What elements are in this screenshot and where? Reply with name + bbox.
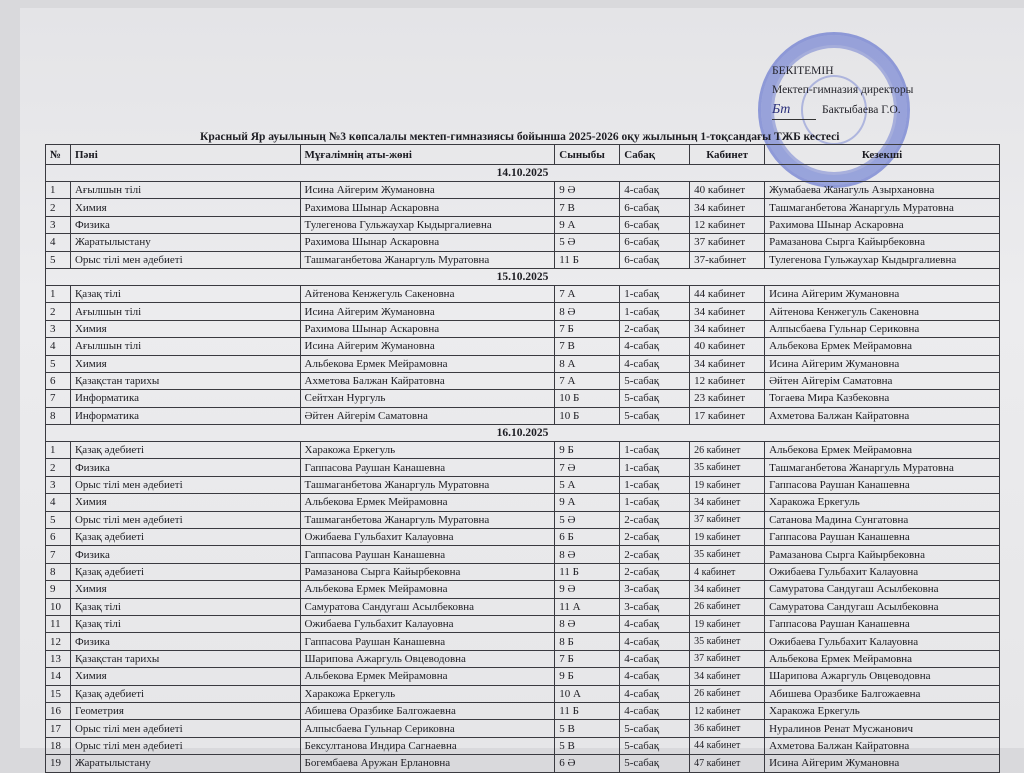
cell-class: 6 Б	[555, 529, 620, 546]
cell-lesson: 1-сабақ	[620, 494, 690, 511]
cell-teacher: Исина Айгерим Жумановна	[300, 338, 555, 355]
cell-number: 13	[46, 650, 71, 667]
cell-subject: Информатика	[70, 407, 300, 424]
cell-room: 40 кабинет	[690, 338, 765, 355]
cell-class: 5 А	[555, 476, 620, 493]
cell-room: 44 кабинет	[690, 737, 765, 754]
cell-duty: Самуратова Сандугаш Асылбековна	[765, 598, 1000, 615]
cell-class: 11 Б	[555, 563, 620, 580]
cell-lesson: 6-сабақ	[620, 251, 690, 268]
table-row	[46, 459, 1000, 476]
cell-room: 19 кабинет	[690, 476, 765, 493]
cell-duty: Тогаева Мира Казбековна	[765, 390, 1000, 407]
cell-duty: Ахметова Балжан Кайратовна	[765, 737, 1000, 754]
cell-lesson: 4-сабақ	[620, 650, 690, 667]
cell-class: 9 Б	[555, 442, 620, 459]
cell-duty: Исина Айгерим Жумановна	[765, 355, 1000, 372]
table-row	[46, 511, 1000, 528]
cell-subject: Орыс тілі мен әдебиеті	[70, 511, 300, 528]
cell-number: 5	[46, 251, 71, 268]
date-label: 16.10.2025	[46, 425, 1000, 442]
cell-subject: Орыс тілі мен әдебиеті	[70, 476, 300, 493]
cell-room: 12 кабинет	[690, 216, 765, 233]
cell-number: 4	[46, 234, 71, 251]
cell-room: 34 кабинет	[690, 494, 765, 511]
cell-subject: Физика	[70, 633, 300, 650]
cell-subject: Химия	[70, 199, 300, 216]
table-row	[46, 581, 1000, 598]
table-row	[46, 234, 1000, 251]
cell-room: 36 кабинет	[690, 720, 765, 737]
cell-teacher: Бексултанова Индира Сагнаевна	[300, 737, 555, 754]
cell-lesson: 4-сабақ	[620, 615, 690, 632]
table-row	[46, 338, 1000, 355]
cell-number: 6	[46, 529, 71, 546]
cell-duty: Ахметова Балжан Кайратовна	[765, 407, 1000, 424]
cell-class: 7 Б	[555, 320, 620, 337]
cell-subject: Орыс тілі мен әдебиеті	[70, 737, 300, 754]
table-row	[46, 650, 1000, 667]
cell-teacher: Рахимова Шынар Аскаровна	[300, 320, 555, 337]
cell-lesson: 4-сабақ	[620, 182, 690, 199]
cell-room: 34 кабинет	[690, 668, 765, 685]
cell-duty: Шарипова Ажаргуль Овцеводовна	[765, 668, 1000, 685]
cell-class: 5 Ә	[555, 234, 620, 251]
cell-subject: Орыс тілі мен әдебиеті	[70, 251, 300, 268]
cell-number: 12	[46, 633, 71, 650]
cell-number: 2	[46, 459, 71, 476]
cell-lesson: 4-сабақ	[620, 355, 690, 372]
cell-subject: Информатика	[70, 390, 300, 407]
cell-duty: Альбекова Ермек Мейрамовна	[765, 442, 1000, 459]
cell-class: 11 Б	[555, 251, 620, 268]
cell-room: 12 кабинет	[690, 702, 765, 719]
date-label: 14.10.2025	[46, 165, 1000, 182]
cell-duty: Самуратова Сандугаш Асылбековна	[765, 581, 1000, 598]
cell-class: 5 Ә	[555, 511, 620, 528]
cell-teacher: Ожибаева Гульбахит Калауовна	[300, 615, 555, 632]
cell-class: 7 Б	[555, 650, 620, 667]
cell-teacher: Исина Айгерим Жумановна	[300, 303, 555, 320]
cell-number: 3	[46, 320, 71, 337]
cell-number: 7	[46, 546, 71, 563]
cell-class: 10 Б	[555, 407, 620, 424]
cell-lesson: 4-сабақ	[620, 668, 690, 685]
cell-class: 11 Б	[555, 702, 620, 719]
cell-lesson: 2-сабақ	[620, 529, 690, 546]
cell-number: 15	[46, 685, 71, 702]
table-row	[46, 303, 1000, 320]
cell-teacher: Гаппасова Раушан Канашевна	[300, 633, 555, 650]
cell-room: 35 кабинет	[690, 546, 765, 563]
table-row	[46, 285, 1000, 302]
cell-number: 2	[46, 303, 71, 320]
cell-duty: Жумабаева Жанагуль Азырхановна	[765, 182, 1000, 199]
date-row	[46, 268, 1000, 285]
cell-teacher: Гаппасова Раушан Канашевна	[300, 546, 555, 563]
cell-lesson: 2-сабақ	[620, 511, 690, 528]
cell-teacher: Айтенова Кенжегуль Сакеновна	[300, 285, 555, 302]
cell-class: 7 В	[555, 199, 620, 216]
table-row	[46, 390, 1000, 407]
cell-class: 8 Ә	[555, 546, 620, 563]
header-col-duty: Кезекші	[765, 145, 1000, 165]
cell-lesson: 5-сабақ	[620, 755, 690, 772]
cell-lesson: 1-сабақ	[620, 303, 690, 320]
cell-teacher: Алпысбаева Гульнар Сериковна	[300, 720, 555, 737]
cell-lesson: 1-сабақ	[620, 459, 690, 476]
cell-teacher: Ташмаганбетова Жанаргуль Муратовна	[300, 251, 555, 268]
cell-duty: Исина Айгерим Жумановна	[765, 755, 1000, 772]
cell-teacher: Харакожа Еркегуль	[300, 685, 555, 702]
header-col-class: Сыныбы	[555, 145, 620, 165]
cell-teacher: Альбекова Ермек Мейрамовна	[300, 581, 555, 598]
cell-room: 26 кабинет	[690, 685, 765, 702]
cell-class: 10 А	[555, 685, 620, 702]
cell-subject: Ағылшын тілі	[70, 303, 300, 320]
cell-class: 8 Ә	[555, 615, 620, 632]
cell-class: 9 Ә	[555, 182, 620, 199]
cell-duty: Тулегенова Гульжаухар Кыдыргалиевна	[765, 251, 1000, 268]
cell-teacher: Гаппасова Раушан Канашевна	[300, 459, 555, 476]
cell-lesson: 1-сабақ	[620, 285, 690, 302]
cell-number: 16	[46, 702, 71, 719]
cell-lesson: 5-сабақ	[620, 372, 690, 389]
header-col-room: Кабинет	[690, 145, 765, 165]
cell-class: 7 Ә	[555, 459, 620, 476]
cell-teacher: Рамазанова Сырга Кайырбековна	[300, 563, 555, 580]
cell-number: 9	[46, 581, 71, 598]
cell-number: 11	[46, 615, 71, 632]
cell-lesson: 5-сабақ	[620, 407, 690, 424]
cell-class: 7 В	[555, 338, 620, 355]
cell-number: 1	[46, 442, 71, 459]
table-row	[46, 685, 1000, 702]
cell-lesson: 4-сабақ	[620, 702, 690, 719]
exam-schedule-table	[45, 144, 1000, 773]
cell-subject: Химия	[70, 668, 300, 685]
table-row	[46, 529, 1000, 546]
header-col-number: №	[46, 145, 71, 165]
cell-teacher: Абишева Оразбике Балгожаевна	[300, 702, 555, 719]
table-row	[46, 372, 1000, 389]
cell-room: 19 кабинет	[690, 615, 765, 632]
cell-number: 5	[46, 355, 71, 372]
cell-number: 6	[46, 372, 71, 389]
table-row	[46, 199, 1000, 216]
cell-teacher: Богембаева Аружан Ерлановна	[300, 755, 555, 772]
cell-room: 17 кабинет	[690, 407, 765, 424]
table-row	[46, 494, 1000, 511]
table-row	[46, 633, 1000, 650]
cell-class: 5 В	[555, 737, 620, 754]
cell-room: 37-кабинет	[690, 251, 765, 268]
cell-room: 37 кабинет	[690, 511, 765, 528]
cell-subject: Ағылшын тілі	[70, 182, 300, 199]
cell-number: 2	[46, 199, 71, 216]
cell-subject: Қазақ әдебиеті	[70, 685, 300, 702]
cell-class: 8 Ә	[555, 303, 620, 320]
cell-number: 4	[46, 338, 71, 355]
cell-subject: Жаратылыстану	[70, 755, 300, 772]
cell-lesson: 4-сабақ	[620, 633, 690, 650]
cell-teacher: Тулегенова Гульжаухар Кыдыргалиевна	[300, 216, 555, 233]
cell-room: 34 кабинет	[690, 320, 765, 337]
cell-teacher: Ташмаганбетова Жанаргуль Муратовна	[300, 511, 555, 528]
cell-lesson: 2-сабақ	[620, 546, 690, 563]
cell-room: 35 кабинет	[690, 459, 765, 476]
cell-teacher: Харакожа Еркегуль	[300, 442, 555, 459]
cell-teacher: Исина Айгерим Жумановна	[300, 182, 555, 199]
cell-duty: Альбекова Ермек Мейрамовна	[765, 338, 1000, 355]
cell-subject: Ағылшын тілі	[70, 338, 300, 355]
cell-room: 4 кабинет	[690, 563, 765, 580]
cell-room: 35 кабинет	[690, 633, 765, 650]
cell-number: 14	[46, 668, 71, 685]
table-row	[46, 407, 1000, 424]
cell-duty: Рамазанова Сырга Кайырбековна	[765, 234, 1000, 251]
cell-lesson: 5-сабақ	[620, 737, 690, 754]
cell-subject: Химия	[70, 355, 300, 372]
table-row	[46, 563, 1000, 580]
cell-room: 44 кабинет	[690, 285, 765, 302]
table-row	[46, 702, 1000, 719]
approval-position: Мектеп-гимназия директоры	[772, 84, 914, 96]
cell-teacher: Альбекова Ермек Мейрамовна	[300, 668, 555, 685]
table-row	[46, 182, 1000, 199]
table-row	[46, 216, 1000, 233]
cell-room: 34 кабинет	[690, 581, 765, 598]
cell-number: 8	[46, 407, 71, 424]
date-label: 15.10.2025	[46, 268, 1000, 285]
cell-lesson: 1-сабақ	[620, 442, 690, 459]
cell-subject: Химия	[70, 320, 300, 337]
cell-duty: Алпысбаева Гульнар Сериковна	[765, 320, 1000, 337]
cell-room: 26 кабинет	[690, 598, 765, 615]
cell-subject: Қазақ тілі	[70, 285, 300, 302]
cell-room: 47 кабинет	[690, 755, 765, 772]
cell-lesson: 5-сабақ	[620, 390, 690, 407]
cell-subject: Геометрия	[70, 702, 300, 719]
cell-teacher: Рахимова Шынар Аскаровна	[300, 234, 555, 251]
cell-number: 5	[46, 511, 71, 528]
cell-class: 9 А	[555, 494, 620, 511]
table-row	[46, 615, 1000, 632]
table-row	[46, 737, 1000, 754]
cell-room: 37 кабинет	[690, 234, 765, 251]
cell-lesson: 6-сабақ	[620, 216, 690, 233]
cell-class: 9 Ә	[555, 581, 620, 598]
cell-duty: Гаппасова Раушан Канашевна	[765, 529, 1000, 546]
cell-subject: Қазақ тілі	[70, 598, 300, 615]
cell-subject: Орыс тілі мен әдебиеті	[70, 720, 300, 737]
cell-duty: Гаппасова Раушан Канашевна	[765, 476, 1000, 493]
cell-subject: Қазақстан тарихы	[70, 372, 300, 389]
cell-room: 40 кабинет	[690, 182, 765, 199]
date-row	[46, 165, 1000, 182]
cell-number: 4	[46, 494, 71, 511]
cell-number: 3	[46, 476, 71, 493]
director-name: Бактыбаева Г.О.	[822, 104, 901, 116]
cell-class: 8 А	[555, 355, 620, 372]
table-row	[46, 476, 1000, 493]
table-row	[46, 755, 1000, 772]
cell-room: 12 кабинет	[690, 372, 765, 389]
cell-duty: Исина Айгерим Жумановна	[765, 285, 1000, 302]
cell-teacher: Әйтен Айгерім Саматовна	[300, 407, 555, 424]
cell-class: 9 Б	[555, 668, 620, 685]
cell-class: 8 Б	[555, 633, 620, 650]
cell-class: 7 А	[555, 285, 620, 302]
cell-duty: Рамазанова Сырга Кайырбековна	[765, 546, 1000, 563]
cell-room: 23 кабинет	[690, 390, 765, 407]
cell-room: 34 кабинет	[690, 303, 765, 320]
cell-class: 9 А	[555, 216, 620, 233]
cell-lesson: 4-сабақ	[620, 685, 690, 702]
cell-number: 1	[46, 182, 71, 199]
cell-lesson: 6-сабақ	[620, 199, 690, 216]
cell-lesson: 4-сабақ	[620, 338, 690, 355]
cell-teacher: Сейтхан Нургуль	[300, 390, 555, 407]
cell-number: 7	[46, 390, 71, 407]
cell-lesson: 3-сабақ	[620, 598, 690, 615]
table-row	[46, 251, 1000, 268]
cell-duty: Гаппасова Раушан Канашевна	[765, 615, 1000, 632]
cell-lesson: 5-сабақ	[620, 720, 690, 737]
cell-teacher: Альбекова Ермек Мейрамовна	[300, 494, 555, 511]
cell-subject: Жаратылыстану	[70, 234, 300, 251]
cell-number: 8	[46, 563, 71, 580]
table-row	[46, 320, 1000, 337]
cell-duty: Ожибаева Гульбахит Калауовна	[765, 563, 1000, 580]
cell-number: 19	[46, 755, 71, 772]
table-row	[46, 598, 1000, 615]
cell-subject: Қазақстан тарихы	[70, 650, 300, 667]
table-row	[46, 442, 1000, 459]
cell-duty: Абишева Оразбике Балгожаевна	[765, 685, 1000, 702]
cell-teacher: Шарипова Ажаргуль Овцеводовна	[300, 650, 555, 667]
cell-lesson: 2-сабақ	[620, 563, 690, 580]
header-col-lesson: Сабақ	[620, 145, 690, 165]
cell-teacher: Ташмаганбетова Жанаргуль Муратовна	[300, 476, 555, 493]
cell-class: 6 Ә	[555, 755, 620, 772]
cell-lesson: 1-сабақ	[620, 476, 690, 493]
cell-subject: Қазақ тілі	[70, 615, 300, 632]
cell-lesson: 6-сабақ	[620, 234, 690, 251]
table-row	[46, 546, 1000, 563]
cell-duty: Харакожа Еркегуль	[765, 494, 1000, 511]
table-row	[46, 720, 1000, 737]
cell-subject: Химия	[70, 494, 300, 511]
cell-number: 10	[46, 598, 71, 615]
cell-teacher: Ожибаева Гульбахит Калауовна	[300, 529, 555, 546]
cell-number: 3	[46, 216, 71, 233]
header-col-teacher: Мұғалімнің аты-жөні	[300, 145, 555, 165]
cell-teacher: Альбекова Ермек Мейрамовна	[300, 355, 555, 372]
date-row	[46, 425, 1000, 442]
cell-duty: Ожибаева Гульбахит Калауовна	[765, 633, 1000, 650]
table-row	[46, 668, 1000, 685]
cell-duty: Әйтен Айгерім Саматовна	[765, 372, 1000, 389]
approval-block	[772, 62, 913, 120]
cell-teacher: Самуратова Сандугаш Асылбековна	[300, 598, 555, 615]
cell-lesson: 3-сабақ	[620, 581, 690, 598]
cell-number: 1	[46, 285, 71, 302]
cell-class: 7 А	[555, 372, 620, 389]
cell-room: 34 кабинет	[690, 355, 765, 372]
table-header-row	[46, 145, 1000, 165]
cell-class: 5 В	[555, 720, 620, 737]
cell-room: 37 кабинет	[690, 650, 765, 667]
cell-room: 34 кабинет	[690, 199, 765, 216]
cell-duty: Рахимова Шынар Аскаровна	[765, 216, 1000, 233]
document-title: Красный Яр ауылының №3 көпсалалы мектеп-гимназиясы бойынша 2025-2026 оқу жылының 1-тоқсандағы ТЖБ кестесі	[200, 131, 840, 143]
table-row	[46, 355, 1000, 372]
cell-number: 18	[46, 737, 71, 754]
cell-room: 26 кабинет	[690, 442, 765, 459]
cell-duty: Ташмаганбетова Жанаргуль Муратовна	[765, 459, 1000, 476]
cell-subject: Қазақ әдебиеті	[70, 563, 300, 580]
cell-duty: Харакожа Еркегуль	[765, 702, 1000, 719]
cell-lesson: 2-сабақ	[620, 320, 690, 337]
cell-duty: Сатанова Мадина Сунгатовна	[765, 511, 1000, 528]
approval-heading: БЕКІТЕМІН	[772, 65, 834, 77]
director-signature: Бт	[772, 100, 816, 120]
cell-subject: Физика	[70, 216, 300, 233]
cell-duty: Нуралинов Ренат Мусжанович	[765, 720, 1000, 737]
cell-subject: Қазақ әдебиеті	[70, 529, 300, 546]
cell-number: 17	[46, 720, 71, 737]
cell-subject: Қазақ әдебиеті	[70, 442, 300, 459]
cell-subject: Химия	[70, 581, 300, 598]
cell-room: 19 кабинет	[690, 529, 765, 546]
cell-class: 11 А	[555, 598, 620, 615]
cell-subject: Физика	[70, 459, 300, 476]
cell-duty: Альбекова Ермек Мейрамовна	[765, 650, 1000, 667]
cell-subject: Физика	[70, 546, 300, 563]
cell-duty: Айтенова Кенжегуль Сакеновна	[765, 303, 1000, 320]
cell-teacher: Рахимова Шынар Аскаровна	[300, 199, 555, 216]
header-col-subject: Пәні	[70, 145, 300, 165]
cell-teacher: Ахметова Балжан Кайратовна	[300, 372, 555, 389]
cell-class: 10 Б	[555, 390, 620, 407]
cell-duty: Ташмаганбетова Жанаргуль Муратовна	[765, 199, 1000, 216]
